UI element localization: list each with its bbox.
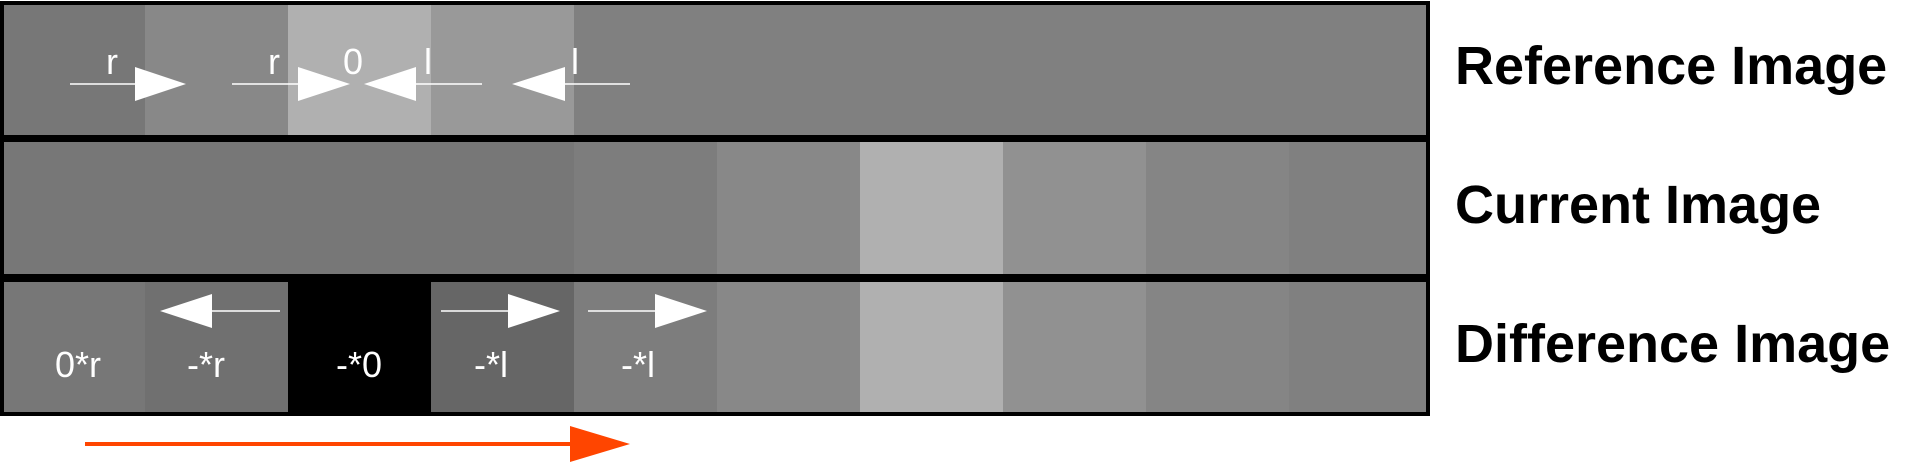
difference-cell	[860, 280, 1003, 414]
current-cell	[1289, 140, 1430, 276]
current-cell	[717, 140, 860, 276]
difference-cell-label: -*l	[474, 344, 508, 385]
reference-zero-label: 0	[342, 41, 364, 82]
reference-cell	[1003, 3, 1146, 137]
current-cell	[145, 140, 288, 276]
current-cell	[574, 140, 717, 276]
current-cell	[2, 140, 145, 276]
difference-cell	[1146, 280, 1289, 414]
reference-image-label: Reference Image	[1455, 36, 1888, 96]
current-cell	[1146, 140, 1289, 276]
reference-cell	[2, 3, 145, 137]
current-cell	[288, 140, 431, 276]
difference-cell-label: -*r	[187, 344, 225, 385]
reference-cell	[431, 3, 574, 137]
current-row	[2, 140, 1430, 276]
difference-image-label: Difference Image	[1455, 314, 1891, 374]
reference-cell	[717, 3, 860, 137]
difference-cell-label: -*l	[621, 344, 655, 385]
current-image-label: Current Image	[1455, 175, 1822, 235]
reference-arrow-label: r	[106, 41, 118, 82]
difference-cell	[1003, 280, 1146, 414]
reference-cell	[1289, 3, 1430, 137]
difference-cell	[1289, 280, 1430, 414]
current-cell	[860, 140, 1003, 276]
difference-cell	[717, 280, 860, 414]
current-cell	[431, 140, 574, 276]
reference-arrow-label: l	[571, 41, 579, 82]
reference-cell	[574, 3, 717, 137]
reference-cell	[1146, 3, 1289, 137]
reference-arrow-label: r	[268, 41, 280, 82]
reference-cell	[860, 3, 1003, 137]
difference-cell-label: -*0	[335, 344, 383, 385]
reference-cell	[145, 3, 288, 137]
reference-arrow-label: l	[424, 41, 432, 82]
current-cell	[1003, 140, 1146, 276]
difference-cell-label: 0*r	[54, 344, 102, 385]
scan-arrowhead-icon	[570, 426, 630, 462]
reference-row	[2, 3, 1430, 137]
scan-direction-arrow	[85, 426, 630, 462]
